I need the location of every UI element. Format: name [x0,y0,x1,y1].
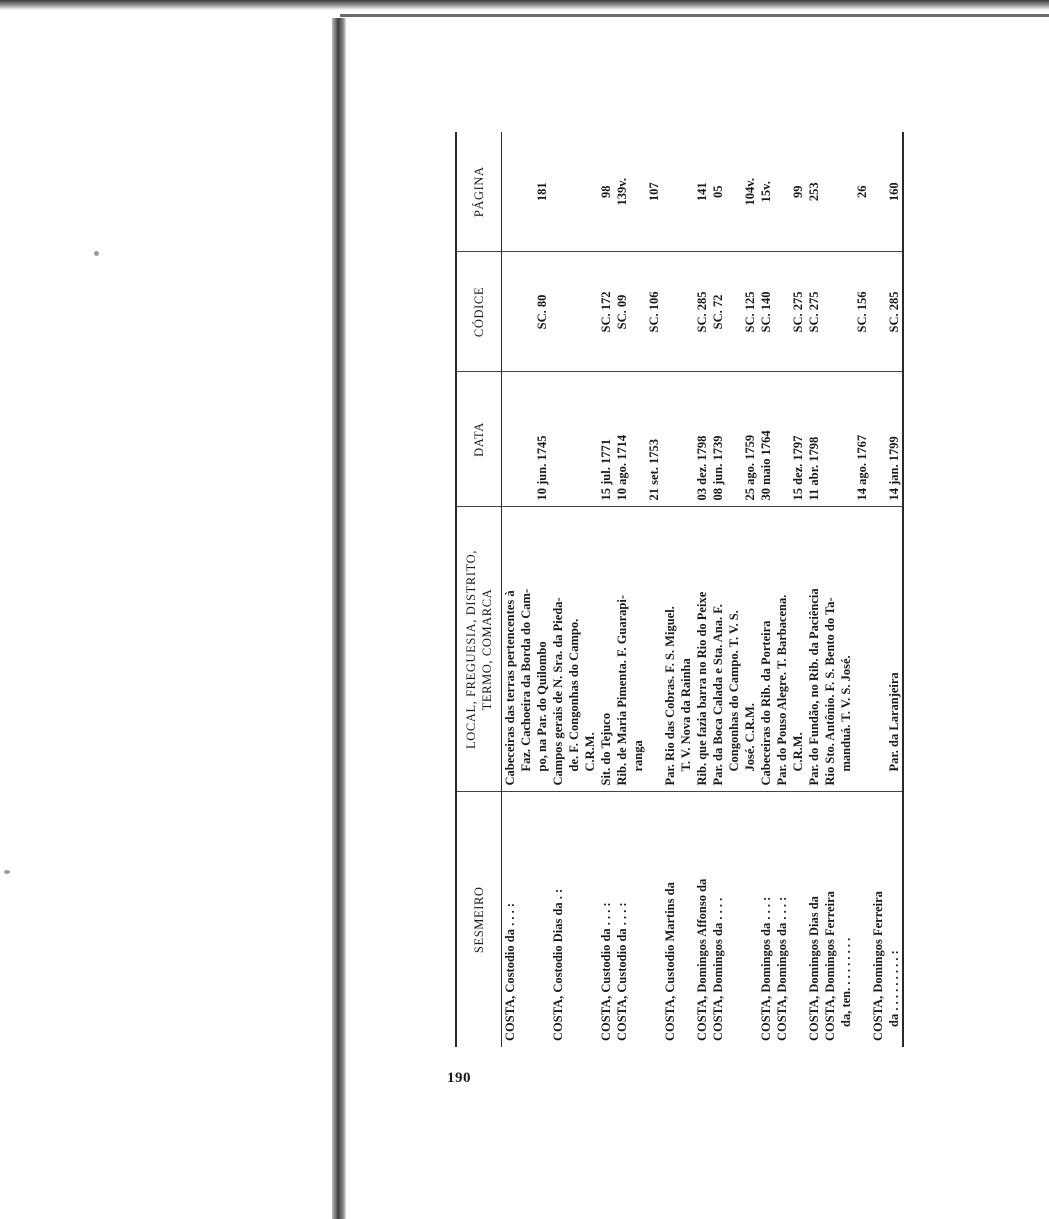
cell-sesmeiro-line: COSTA, Domingos da . . . . [711,897,725,1041]
cell-pagina-line [518,138,534,246]
table-row [758,132,774,1047]
cell-codice-line [630,259,646,366]
scan-speck [4,870,10,874]
cell-sesmeiro [598,792,614,1047]
cell-data-line [822,379,838,501]
cell-sesmeiro [758,792,774,1047]
cell-data-line: 08 jun. 1739 [711,435,725,501]
cell-pagina [694,132,710,252]
cell-codice [694,252,710,372]
cell-local-line: Congonhas do Campo. T. V. S. [727,610,741,772]
cell-data-line: 15 dez. 1797 [791,435,805,501]
scan-speck [94,251,99,256]
cell-data [806,372,822,507]
cell-sesmeiro [662,792,694,1047]
cell-data [598,372,614,507]
cell-local-line: Rio Sto. Antônio. F. S. Bento do Ta- [823,597,837,786]
cell-sesmeiro-line: COSTA, Custodio da . . . : [599,902,613,1041]
header-pagina: PÁGINA [456,132,502,252]
cell-codice-line: SC. 125 [743,291,757,333]
header-data: DATA [456,372,502,507]
cell-codice-line: SC. 285 [887,291,901,333]
cell-sesmeiro [694,792,710,1047]
cell-local-line: Par. do Fundão, no Rib. da Paciência [807,588,821,786]
header-local-line: LOCAL, FREGUESIA, DISTRITO, [464,550,478,749]
cell-local [822,507,870,792]
cell-codice [614,252,662,372]
cell-local-line [870,514,886,786]
header-codice: CÓDICE [456,252,502,372]
cell-codice [774,252,806,372]
cell-local [774,507,806,792]
cell-codice-line: SC. 172 [599,291,613,333]
cell-local [502,507,551,792]
cell-local-line: Rib. de Maria Pimenta. F. Guarapi- [615,594,629,786]
cell-pagina [774,132,806,252]
table-body [502,132,904,1047]
cell-local-line: T. V. Nova da Rainha [679,658,693,772]
cell-local-line: José. C.R.M. [743,703,757,772]
page-top-edge [340,14,1049,17]
cell-pagina [870,132,903,252]
cell-pagina-line: 05 [711,185,725,198]
cell-sesmeiro-line: da, ten. . . . . . . . . [839,937,853,1027]
table-row [662,132,694,1047]
cell-codice [550,252,598,372]
cell-sesmeiro-line: COSTA, Costodio Dias da . : [551,888,565,1041]
cell-pagina [758,132,774,252]
cell-codice [598,252,614,372]
left-facing-page-margin [0,0,335,1219]
cell-data [758,372,774,507]
cell-codice [822,252,870,372]
cell-pagina-line: 253 [807,182,821,202]
cell-codice-line: SC. 156 [855,291,869,333]
cell-local-line: Campos gerais de N. Sra. da Pieda- [551,597,565,786]
cell-sesmeiro-line: COSTA, Domingos Affonso da [695,878,709,1041]
table-row [550,132,598,1047]
cell-data-line [870,379,886,501]
cell-local [806,507,822,792]
cell-pagina-line [870,138,886,246]
cell-data-line: 30 maio 1764 [759,430,773,501]
cell-sesmeiro [806,792,822,1047]
cell-local [710,507,758,792]
cell-data [774,372,806,507]
cell-sesmeiro [502,792,551,1047]
cell-codice-line: SC. 72 [711,294,725,330]
cell-sesmeiro-line: COSTA, Domingos da . . . : [775,896,789,1041]
cell-local [662,507,694,792]
cell-codice-line [774,259,790,366]
table-row [614,132,662,1047]
cell-local-line: Faz. Cachoeira da Borda do Cam- [519,588,533,772]
cell-data-line [774,379,790,501]
cell-codice-line [726,259,742,366]
table-row [822,132,870,1047]
cell-local-line: Rib. que fazia barra no Rio do Peixe [695,591,709,786]
cell-codice [870,252,903,372]
cell-sesmeiro-line: COSTA, Domingos da . . . : [759,896,773,1041]
table-row [870,132,903,1047]
cell-codice-line [518,259,534,366]
cell-data [550,372,598,507]
cell-sesmeiro [710,792,758,1047]
cell-data-line [630,379,646,501]
cell-codice-line: SC. 80 [535,294,549,330]
header-local [456,507,502,792]
book-binding-shadow [332,18,346,1219]
cell-data-line: 15 jul. 1771 [599,439,613,501]
table-row [710,132,758,1047]
table-row [502,132,551,1047]
cell-data [614,372,662,507]
cell-data [822,372,870,507]
cell-local-line: po, na Par. do Quilombo [535,641,549,772]
table-row [774,132,806,1047]
sesmarias-table-container [455,132,990,1047]
cell-codice-line: SC. 106 [647,291,661,333]
cell-data [710,372,758,507]
cell-sesmeiro-line: COSTA, Costodio da . . . : [503,903,517,1041]
cell-data-line [502,379,518,501]
cell-pagina-line: 181 [535,182,549,202]
cell-local-line: Par. Rio das Cobras. F. S. Miguel. [663,606,677,786]
cell-local [550,507,598,792]
table-row [694,132,710,1047]
page-number: 190 [447,1070,471,1086]
cell-sesmeiro-line: COSTA, Custodio da . . . : [615,902,629,1041]
cell-codice [758,252,774,372]
cell-pagina [822,132,870,252]
cell-pagina [550,132,598,252]
cell-codice-line: SC. 140 [759,291,773,333]
cell-local [870,507,903,792]
cell-pagina [806,132,822,252]
cell-pagina [710,132,758,252]
cell-data [870,372,903,507]
cell-pagina-line: 141 [695,182,709,202]
cell-data-line: 10 jun. 1745 [535,435,549,501]
table-header-row [456,132,502,1047]
cell-sesmeiro [822,792,870,1047]
cell-pagina-line: 160 [887,182,901,202]
cell-local-line: ranga [631,740,645,772]
cell-codice-line [870,259,886,366]
table-row [806,132,822,1047]
cell-data-line: 10 ago. 1714 [615,434,629,501]
cell-data-line: 11 abr. 1798 [807,436,821,501]
cell-sesmeiro-line: COSTA, Domingos Dias da [807,896,821,1041]
cell-codice-line: SC. 275 [807,291,821,333]
cell-codice-line [822,259,838,366]
cell-codice-line [838,259,854,366]
cell-pagina-line: 139v. [615,178,629,206]
cell-sesmeiro-line: COSTA, Domingos Ferreira [871,891,885,1041]
scan-top-edge [0,0,1049,10]
cell-codice [710,252,758,372]
cell-data [694,372,710,507]
cell-local-line: manduá. T. V. S. José. [839,655,853,772]
cell-data-line: 03 dez. 1798 [695,435,709,501]
cell-sesmeiro [774,792,806,1047]
cell-local-line: C.R.M. [791,732,805,772]
cell-data [662,372,694,507]
cell-sesmeiro [870,792,903,1047]
cell-data-line [726,379,742,501]
cell-codice-line: SC. 285 [695,291,709,333]
table-row [598,132,614,1047]
cell-sesmeiro [614,792,662,1047]
cell-pagina-line: 104v. [743,178,757,206]
cell-pagina [662,132,694,252]
cell-pagina-line [774,138,790,246]
header-local-line: TERMO, COMARCA [480,588,494,711]
cell-local-line: de. F. Congonhas do Campo. [567,618,581,772]
cell-data-line [838,379,854,501]
cell-local-line: C.R.M. [583,732,597,772]
cell-sesmeiro-line: COSTA, Domingos Ferreira [823,891,837,1041]
sesmarias-table [455,132,904,1047]
cell-pagina-line: 15v. [759,181,773,203]
cell-pagina [502,132,551,252]
cell-data-line: 14 jan. 1799 [887,436,901,501]
cell-codice-line [502,259,518,366]
cell-sesmeiro-line: da . . . . . . . . . : [887,950,901,1027]
cell-codice [502,252,551,372]
cell-data-line: 25 ago. 1759 [743,434,757,501]
cell-local-line: Par. da Laranjeira [887,672,901,772]
cell-local [614,507,662,792]
cell-codice-line: SC. 275 [791,291,805,333]
cell-pagina-line: 107 [647,182,661,202]
header-sesmeiro: SESMEIRO [456,792,502,1047]
cell-pagina-line [502,138,518,246]
cell-codice [806,252,822,372]
cell-pagina-line [822,138,838,246]
cell-local-line: Cabeceiras das terras pertencentes à [503,590,517,786]
cell-local-line: Sit. do Tejuco [599,712,613,786]
cell-local-line: Par. da Boca Calada e Sta. Ana. F. [711,604,725,786]
cell-local [694,507,710,792]
cell-pagina-line: 99 [791,185,805,198]
cell-sesmeiro [550,792,598,1047]
cell-data-line: 21 set. 1753 [647,439,661,501]
cell-sesmeiro-line: COSTA, Custodio Martins da [663,882,677,1041]
cell-pagina-line [630,138,646,246]
cell-local-line: Cabeceiras do Rib. da Porteira [759,620,773,786]
cell-pagina-line [838,138,854,246]
cell-data-line [518,379,534,501]
cell-local [598,507,614,792]
cell-codice [662,252,694,372]
cell-pagina-line [726,138,742,246]
cell-pagina [598,132,614,252]
cell-pagina-line: 26 [855,185,869,198]
cell-local-line: Par. do Pouso Alegre. T. Barbacena. [775,594,789,786]
cell-data-line: 14 ago. 1767 [855,434,869,501]
cell-codice-line: SC. 09 [615,294,629,330]
cell-data [502,372,551,507]
cell-local [758,507,774,792]
cell-pagina [614,132,662,252]
cell-pagina-line: 98 [599,185,613,198]
